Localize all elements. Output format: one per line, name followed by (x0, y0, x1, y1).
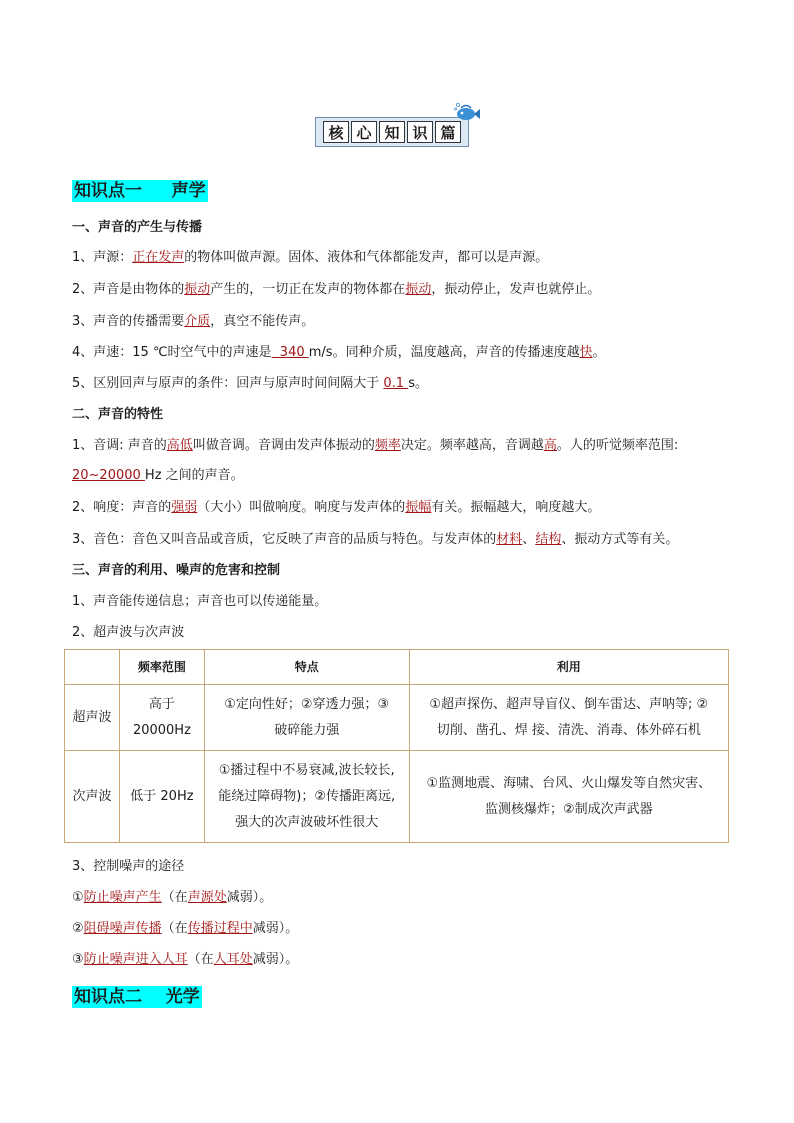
answer-blank: 快 (579, 345, 593, 360)
table-row (65, 685, 729, 751)
table-cell: ①监测地震、海啸、台风、火山爆发等自然灾害、 监测核爆炸；②制成次声武器 (409, 751, 728, 843)
text-line: 20~20000 Hz 之间的声音。 (72, 468, 244, 483)
subheading-noise: 三、声音的利用、噪声的危害和控制 (72, 563, 281, 578)
answer-blank: 振动 (405, 282, 432, 297)
title-char: 心 (351, 121, 377, 143)
text-line: ①防止噪声产生（在声源处减弱）。 (72, 890, 273, 905)
text-line: 2、响度：声音的强弱（大小）叫做响度。响度与发声体的振幅有关。振幅越大，响度越大。 (72, 500, 601, 515)
table-cell: 次声波 (65, 751, 120, 843)
table-header: 利用 (409, 650, 728, 685)
answer-blank: 340 (271, 345, 309, 360)
table-cell: 超声波 (65, 685, 120, 751)
text-line: 3、控制噪声的途径 (72, 859, 185, 874)
section-name: 光学 (165, 987, 200, 1007)
section-name: 声学 (171, 181, 206, 201)
answer-blank: 人耳处 (213, 952, 253, 967)
text-line: ③防止噪声进入人耳（在人耳处减弱）。 (72, 952, 299, 967)
section-heading-acoustics (72, 180, 208, 202)
answer-blank: 防止噪声进入人耳 (83, 952, 188, 967)
text-line: 1、声源：正在发声的物体叫做声源。固体、液体和气体都能发声，都可以是声源。 (72, 250, 549, 265)
text-line: 3、声音的传播需要介质，真空不能传声。 (72, 314, 315, 329)
section-heading-optics (72, 986, 202, 1008)
answer-blank: 0.1 (383, 376, 409, 391)
text-line: 1、声音能传递信息；声音也可以传递能量。 (72, 594, 328, 609)
section-label: 知识点二 (74, 987, 142, 1007)
table-cell: ①播过程中不易衰减,波长较长, 能绕过障碍物)；②传播距离远, 强大的次声波破坏性很大 (204, 751, 409, 843)
answer-blank: 结构 (535, 532, 562, 547)
table-cell: ①超声探伤、超声导盲仪、倒车雷达、声呐等; ② 切削、凿孔、焊 接、清洗、消毒、体外碎石机 (409, 685, 728, 751)
answer-blank: 高 (543, 438, 557, 453)
answer-blank: 20~20000 (72, 468, 145, 483)
table-row (65, 751, 729, 843)
answer-blank: 传播过程中 (187, 921, 253, 936)
section-label: 知识点一 (74, 181, 142, 201)
answer-blank: 强弱 (171, 500, 198, 515)
title-char: 识 (407, 121, 433, 143)
text-line: 1、音调: 声音的高低叫做音调。音调由发声体振动的频率决定。频率越高，音调越高。人的听觉频率范围: (72, 438, 679, 453)
answer-blank: 防止噪声产生 (83, 890, 162, 905)
title-char: 核 (323, 121, 349, 143)
text-line: 5、区别回声与原声的条件：回声与原声时间间隔大于 0.1 s。 (72, 376, 428, 391)
text-line: 3、音色：音色又叫音品或音质，它反映了声音的品质与特色。与发声体的材料、结构、振动方式等有关。 (72, 532, 679, 547)
subheading-production: 一、声音的产生与传播 (72, 220, 203, 235)
table-cell: 低于 20Hz (119, 751, 204, 843)
text-line: ②阻碍噪声传播（在传播过程中减弱）。 (72, 921, 299, 936)
subheading-characteristics: 二、声音的特性 (72, 407, 164, 422)
text-line: 2、声音是由物体的振动产生的，一切正在发声的物体都在振动，振动停止，发声也就停止。 (72, 282, 601, 297)
table-header-row (65, 650, 729, 685)
answer-blank: 振幅 (405, 500, 432, 515)
wave-comparison-table (64, 649, 729, 843)
answer-blank: 声源处 (187, 890, 227, 905)
answer-blank: 振动 (184, 282, 211, 297)
table-cell: 高于 20000Hz (119, 685, 204, 751)
table-header: 频率范围 (119, 650, 204, 685)
answer-blank: 阻碍噪声传播 (83, 921, 162, 936)
text-line: 2、超声波与次声波 (72, 625, 185, 640)
table-header (65, 650, 120, 685)
title-box (315, 117, 469, 147)
title-char: 知 (379, 121, 405, 143)
text-line: 4、声速：15 ℃时空气中的声速是 340 m/s。同种介质，温度越高，声音的传播速度越快。 (72, 345, 606, 360)
answer-blank: 频率 (374, 438, 401, 453)
fish-icon (453, 100, 481, 126)
answer-blank: 介质 (184, 314, 211, 329)
table-header: 特点 (204, 650, 409, 685)
answer-blank: 材料 (496, 532, 523, 547)
table-cell: ①定向性好；②穿透力强；③ 破碎能力强 (204, 685, 409, 751)
answer-blank: 高低 (166, 438, 193, 453)
title-char: 篇 (435, 121, 461, 143)
page-title (315, 112, 473, 150)
answer-blank: 正在发声 (132, 250, 185, 265)
